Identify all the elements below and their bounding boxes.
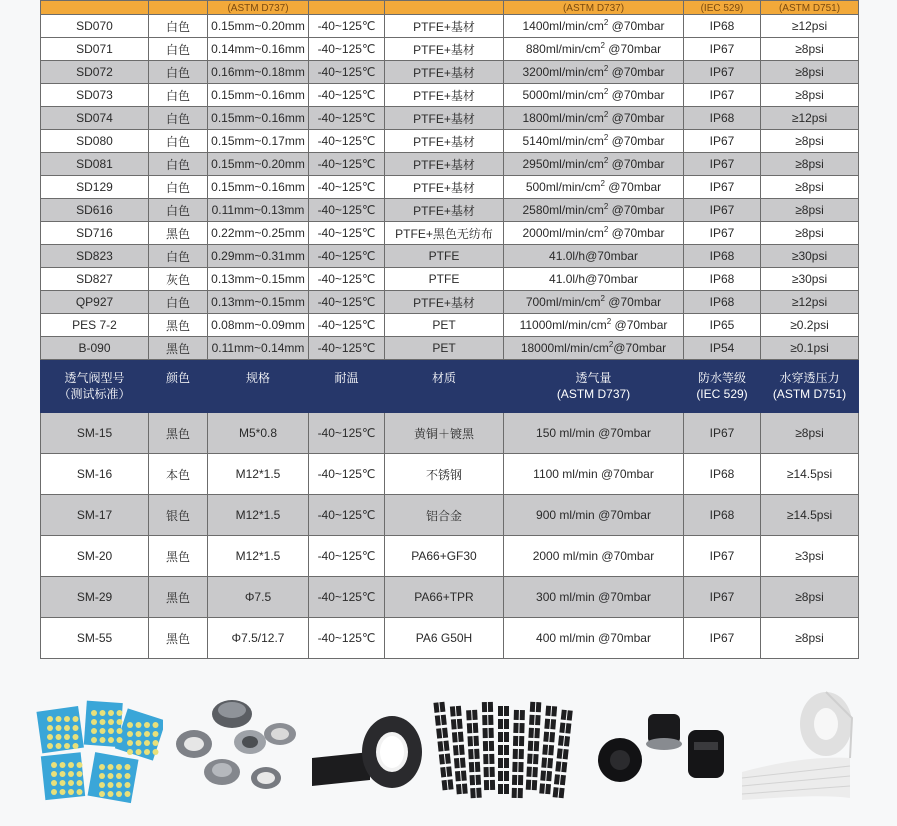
ip-rating-cell: IP54 xyxy=(684,337,761,360)
airflow-cell xyxy=(504,15,684,38)
top-header-cell xyxy=(149,1,208,15)
color-cell: 黑色 xyxy=(149,577,208,618)
airflow-cell xyxy=(504,84,684,107)
ip-rating-cell: IP67 xyxy=(684,199,761,222)
spec-row xyxy=(41,337,859,360)
superscript-mark: 2 xyxy=(603,202,609,211)
header-material-label: 材质 xyxy=(431,371,456,385)
ip-rating-cell: IP68 xyxy=(684,15,761,38)
material-cell: 黄铜＋镀黑 xyxy=(385,413,504,454)
spec-cell: Φ7.5/12.7 xyxy=(208,618,309,659)
airflow-cell xyxy=(504,38,684,61)
spec-row xyxy=(41,107,859,130)
material-cell: PET xyxy=(385,314,504,337)
ip-rating-cell: IP67 xyxy=(684,84,761,107)
black-vent-strips-image xyxy=(432,696,582,808)
color-cell: 黑色 xyxy=(149,337,208,360)
valve-row xyxy=(41,495,859,536)
material-cell: PTFE+基材 xyxy=(385,84,504,107)
superscript-mark: 2 xyxy=(608,340,614,349)
product-photo-strip xyxy=(0,680,897,820)
header-spec-label: 规格 xyxy=(245,371,270,385)
spec-cell: 0.08mm~0.09mm xyxy=(208,314,309,337)
pressure-cell: ≥12psi xyxy=(761,15,859,38)
airflow-value: 2000ml/min/cm xyxy=(522,226,604,240)
top-header-cell: (ASTM D751) xyxy=(761,1,859,15)
top-header-cell xyxy=(309,1,385,15)
orange-header-row xyxy=(41,1,859,15)
color-cell: 白色 xyxy=(149,176,208,199)
adhesive-vent-sheets-image xyxy=(35,698,163,808)
spec-row xyxy=(41,199,859,222)
spec-cell: 0.15mm~0.16mm xyxy=(208,107,309,130)
airflow-condition: @70mbar xyxy=(604,180,662,194)
color-cell: 白色 xyxy=(149,38,208,61)
material-cell: PET xyxy=(385,337,504,360)
material-cell: 铝合金 xyxy=(385,495,504,536)
model-cell: SD080 xyxy=(41,130,149,153)
airflow-cell: 1100 ml/min @70mbar xyxy=(504,454,684,495)
superscript-mark: 2 xyxy=(603,156,609,165)
color-cell: 白色 xyxy=(149,130,208,153)
airflow-condition: @70mbar xyxy=(608,226,665,240)
top-header-cell xyxy=(385,1,504,15)
spec-cell: 0.15mm~0.17mm xyxy=(208,130,309,153)
color-cell: 银色 xyxy=(149,495,208,536)
model-cell: SM-16 xyxy=(41,454,149,495)
color-cell: 黑色 xyxy=(149,314,208,337)
header-ip xyxy=(684,360,761,413)
header-color-label: 颜色 xyxy=(165,371,190,385)
spec-row xyxy=(41,61,859,84)
metal-vent-plugs-image xyxy=(170,692,300,802)
spec-cell: Φ7.5 xyxy=(208,577,309,618)
airflow-value: 41.0l/h@70mbar xyxy=(549,249,638,263)
spec-cell: 0.14mm~0.16mm xyxy=(208,38,309,61)
material-cell: PA66+GF30 xyxy=(385,536,504,577)
material-cell: PTFE+黑色无纺布 xyxy=(385,222,504,245)
airflow-cell xyxy=(504,130,684,153)
spec-row xyxy=(41,15,859,38)
pressure-cell: ≥8psi xyxy=(761,176,859,199)
material-cell: PTFE+基材 xyxy=(385,176,504,199)
spec-row xyxy=(41,176,859,199)
pressure-cell: ≥12psi xyxy=(761,291,859,314)
black-tape-roll-image xyxy=(310,700,425,800)
header-pressure-label: 水穿透压力 xyxy=(779,371,840,385)
model-cell: SM-15 xyxy=(41,413,149,454)
color-cell: 黑色 xyxy=(149,536,208,577)
spec-cell: 0.15mm~0.16mm xyxy=(208,176,309,199)
airflow-cell xyxy=(504,268,684,291)
pressure-cell: ≥8psi xyxy=(761,413,859,454)
top-header-cell xyxy=(41,1,149,15)
spec-cell: 0.29mm~0.31mm xyxy=(208,245,309,268)
ip-rating-cell: IP67 xyxy=(684,38,761,61)
material-cell: PTFE+基材 xyxy=(385,199,504,222)
valve-header-row xyxy=(41,360,859,413)
spec-cell: M12*1.5 xyxy=(208,536,309,577)
temp-cell: -40~125℃ xyxy=(309,15,385,38)
airflow-cell xyxy=(504,222,684,245)
temp-cell: -40~125℃ xyxy=(309,577,385,618)
pressure-cell: ≥8psi xyxy=(761,199,859,222)
material-cell: PTFE xyxy=(385,245,504,268)
model-cell: B-090 xyxy=(41,337,149,360)
model-cell: SD081 xyxy=(41,153,149,176)
spec-table xyxy=(40,0,859,659)
pressure-cell: ≥8psi xyxy=(761,153,859,176)
ip-rating-cell: IP67 xyxy=(684,176,761,199)
airflow-cell xyxy=(504,107,684,130)
airflow-value: 5140ml/min/cm xyxy=(522,134,604,148)
pressure-cell: ≥14.5psi xyxy=(761,454,859,495)
model-cell: SD072 xyxy=(41,61,149,84)
ip-rating-cell: IP68 xyxy=(684,268,761,291)
pressure-cell: ≥8psi xyxy=(761,130,859,153)
material-cell: PTFE+基材 xyxy=(385,15,504,38)
pressure-cell: ≥30psi xyxy=(761,268,859,291)
airflow-cell xyxy=(504,245,684,268)
spec-cell: 0.13mm~0.15mm xyxy=(208,268,309,291)
top-header-cell: (ASTM D737) xyxy=(504,1,684,15)
pressure-cell: ≥0.2psi xyxy=(761,314,859,337)
material-cell: PTFE+基材 xyxy=(385,130,504,153)
material-cell: PTFE+基材 xyxy=(385,61,504,84)
temp-cell: -40~125℃ xyxy=(309,107,385,130)
spec-row xyxy=(41,84,859,107)
spec-cell: 0.15mm~0.20mm xyxy=(208,153,309,176)
airflow-cell: 900 ml/min @70mbar xyxy=(504,495,684,536)
model-cell: SD074 xyxy=(41,107,149,130)
temp-cell: -40~125℃ xyxy=(309,199,385,222)
temp-cell: -40~125℃ xyxy=(309,245,385,268)
superscript-mark: 2 xyxy=(600,179,605,188)
model-cell: SD070 xyxy=(41,15,149,38)
color-cell: 白色 xyxy=(149,199,208,222)
model-cell: SD071 xyxy=(41,38,149,61)
material-cell: PTFE+基材 xyxy=(385,107,504,130)
spec-cell: 0.16mm~0.18mm xyxy=(208,61,309,84)
header-pressure xyxy=(761,360,859,413)
temp-cell: -40~125℃ xyxy=(309,176,385,199)
material-cell: PTFE+基材 xyxy=(385,291,504,314)
header-spec xyxy=(208,360,309,413)
model-cell: SD616 xyxy=(41,199,149,222)
spec-cell: 0.11mm~0.14mm xyxy=(208,337,309,360)
model-cell: SD827 xyxy=(41,268,149,291)
top-header-cell: (ASTM D737) xyxy=(208,1,309,15)
ip-rating-cell: IP67 xyxy=(684,618,761,659)
airflow-value: 11000ml/min/cm xyxy=(519,318,607,332)
airflow-condition: @70mbar xyxy=(608,111,665,125)
color-cell: 白色 xyxy=(149,153,208,176)
ip-rating-cell: IP67 xyxy=(684,61,761,84)
spec-row xyxy=(41,291,859,314)
temp-cell: -40~125℃ xyxy=(309,536,385,577)
material-cell: PA66+TPR xyxy=(385,577,504,618)
header-model-label: 透气阀型号 xyxy=(64,371,125,385)
spec-row xyxy=(41,222,859,245)
pressure-cell: ≥14.5psi xyxy=(761,495,859,536)
ip-rating-cell: IP68 xyxy=(684,454,761,495)
pressure-cell: ≥30psi xyxy=(761,245,859,268)
spec-cell: M5*0.8 xyxy=(208,413,309,454)
color-cell: 白色 xyxy=(149,15,208,38)
airflow-value: 3200ml/min/cm xyxy=(522,65,604,79)
airflow-condition: @70mbar xyxy=(608,19,665,33)
airflow-condition: @70mbar xyxy=(608,88,665,102)
airflow-cell xyxy=(504,61,684,84)
airflow-condition: @70mbar xyxy=(613,341,667,355)
spec-row xyxy=(41,314,859,337)
material-cell: PTFE+基材 xyxy=(385,38,504,61)
pressure-cell: ≥8psi xyxy=(761,618,859,659)
model-cell: SD129 xyxy=(41,176,149,199)
ip-rating-cell: IP67 xyxy=(684,413,761,454)
color-cell: 灰色 xyxy=(149,268,208,291)
model-cell: SD823 xyxy=(41,245,149,268)
airflow-condition: @70mbar xyxy=(608,203,665,217)
model-cell: QP927 xyxy=(41,291,149,314)
airflow-value: 18000ml/min/cm xyxy=(520,341,609,355)
airflow-condition: @70mbar xyxy=(604,295,662,309)
temp-cell: -40~125℃ xyxy=(309,222,385,245)
airflow-cell xyxy=(504,314,684,337)
temp-cell: -40~125℃ xyxy=(309,337,385,360)
superscript-mark: 2 xyxy=(603,64,609,73)
airflow-value: 1400ml/min/cm xyxy=(522,19,604,33)
spec-row xyxy=(41,245,859,268)
black-plastic-vent-caps-image xyxy=(596,708,731,798)
header-temp-label: 耐温 xyxy=(334,371,359,385)
header-temp xyxy=(309,360,385,413)
spec-row xyxy=(41,38,859,61)
header-airflow-standard: (ASTM D737) xyxy=(556,387,631,401)
model-cell: SM-29 xyxy=(41,577,149,618)
superscript-mark: 2 xyxy=(600,41,605,50)
top-header-cell: (IEC 529) xyxy=(684,1,761,15)
temp-cell: -40~125℃ xyxy=(309,130,385,153)
color-cell: 白色 xyxy=(149,107,208,130)
airflow-condition: @70mbar xyxy=(608,134,665,148)
superscript-mark: 2 xyxy=(606,317,612,326)
airflow-cell xyxy=(504,153,684,176)
ip-rating-cell: IP67 xyxy=(684,536,761,577)
spec-cell: 0.13mm~0.15mm xyxy=(208,291,309,314)
temp-cell: -40~125℃ xyxy=(309,153,385,176)
spec-cell: 0.15mm~0.16mm xyxy=(208,84,309,107)
airflow-condition: @70mbar xyxy=(608,65,665,79)
spec-row xyxy=(41,130,859,153)
valve-row xyxy=(41,577,859,618)
temp-cell: -40~125℃ xyxy=(309,618,385,659)
ip-rating-cell: IP67 xyxy=(684,130,761,153)
superscript-mark: 2 xyxy=(603,133,609,142)
valve-row xyxy=(41,413,859,454)
material-cell: 不锈钢 xyxy=(385,454,504,495)
model-cell: PES 7-2 xyxy=(41,314,149,337)
ip-rating-cell: IP68 xyxy=(684,245,761,268)
color-cell: 白色 xyxy=(149,291,208,314)
superscript-mark: 2 xyxy=(600,294,605,303)
airflow-cell xyxy=(504,291,684,314)
temp-cell: -40~125℃ xyxy=(309,84,385,107)
airflow-cell: 2000 ml/min @70mbar xyxy=(504,536,684,577)
ip-rating-cell: IP68 xyxy=(684,495,761,536)
model-cell: SD073 xyxy=(41,84,149,107)
superscript-mark: 2 xyxy=(603,110,609,119)
color-cell: 黑色 xyxy=(149,222,208,245)
temp-cell: -40~125℃ xyxy=(309,61,385,84)
model-cell: SM-55 xyxy=(41,618,149,659)
pressure-cell: ≥8psi xyxy=(761,577,859,618)
pressure-cell: ≥12psi xyxy=(761,107,859,130)
airflow-value: 1800ml/min/cm xyxy=(522,111,604,125)
color-cell: 白色 xyxy=(149,61,208,84)
material-cell: PTFE xyxy=(385,268,504,291)
header-model-standard: （测试标准） xyxy=(58,387,131,401)
ip-rating-cell: IP65 xyxy=(684,314,761,337)
airflow-cell: 400 ml/min @70mbar xyxy=(504,618,684,659)
pressure-cell: ≥3psi xyxy=(761,536,859,577)
airflow-value: 2580ml/min/cm xyxy=(522,203,604,217)
airflow-value: 880ml/min/cm xyxy=(525,42,601,56)
color-cell: 白色 xyxy=(149,245,208,268)
header-ip-label: 防水等级 xyxy=(697,371,746,385)
pressure-cell: ≥8psi xyxy=(761,84,859,107)
spec-cell: 0.11mm~0.13mm xyxy=(208,199,309,222)
valve-row xyxy=(41,454,859,495)
spec-cell: 0.15mm~0.20mm xyxy=(208,15,309,38)
spec-row xyxy=(41,153,859,176)
ip-rating-cell: IP67 xyxy=(684,153,761,176)
color-cell: 黑色 xyxy=(149,618,208,659)
color-cell: 黑色 xyxy=(149,413,208,454)
airflow-cell: 150 ml/min @70mbar xyxy=(504,413,684,454)
pressure-cell: ≥8psi xyxy=(761,222,859,245)
airflow-value: 500ml/min/cm xyxy=(525,180,601,194)
superscript-mark: 2 xyxy=(603,18,609,27)
temp-cell: -40~125℃ xyxy=(309,314,385,337)
superscript-mark: 2 xyxy=(603,87,609,96)
valve-row xyxy=(41,536,859,577)
model-cell: SM-20 xyxy=(41,536,149,577)
header-model xyxy=(41,360,149,413)
airflow-cell xyxy=(504,176,684,199)
airflow-cell xyxy=(504,337,684,360)
airflow-condition: @70mbar xyxy=(604,42,662,56)
material-cell: PA6 G50H xyxy=(385,618,504,659)
pressure-cell: ≥8psi xyxy=(761,38,859,61)
header-material xyxy=(385,360,504,413)
temp-cell: -40~125℃ xyxy=(309,454,385,495)
valve-row xyxy=(41,618,859,659)
header-ip-standard: (IEC 529) xyxy=(696,387,748,401)
airflow-condition: @70mbar xyxy=(608,157,665,171)
temp-cell: -40~125℃ xyxy=(309,268,385,291)
airflow-value: 700ml/min/cm xyxy=(525,295,601,309)
ip-rating-cell: IP67 xyxy=(684,577,761,618)
model-cell: SM-17 xyxy=(41,495,149,536)
airflow-value: 41.0l/h@70mbar xyxy=(549,272,638,286)
airflow-condition: @70mbar xyxy=(611,318,668,332)
airflow-cell xyxy=(504,199,684,222)
superscript-mark: 2 xyxy=(603,225,609,234)
material-cell: PTFE+基材 xyxy=(385,153,504,176)
model-cell: SD716 xyxy=(41,222,149,245)
spec-row xyxy=(41,268,859,291)
color-cell: 白色 xyxy=(149,84,208,107)
temp-cell: -40~125℃ xyxy=(309,38,385,61)
airflow-cell: 300 ml/min @70mbar xyxy=(504,577,684,618)
pressure-cell: ≥8psi xyxy=(761,61,859,84)
color-cell: 本色 xyxy=(149,454,208,495)
white-membrane-roll-image xyxy=(738,688,860,806)
header-pressure-standard: (ASTM D751) xyxy=(772,387,847,401)
temp-cell: -40~125℃ xyxy=(309,495,385,536)
spec-cell: M12*1.5 xyxy=(208,454,309,495)
header-airflow-label: 透气量 xyxy=(575,371,612,385)
spec-cell: M12*1.5 xyxy=(208,495,309,536)
ip-rating-cell: IP68 xyxy=(684,291,761,314)
airflow-value: 5000ml/min/cm xyxy=(522,88,604,102)
spec-cell: 0.22mm~0.25mm xyxy=(208,222,309,245)
header-color xyxy=(149,360,208,413)
pressure-cell: ≥0.1psi xyxy=(761,337,859,360)
temp-cell: -40~125℃ xyxy=(309,291,385,314)
temp-cell: -40~125℃ xyxy=(309,413,385,454)
airflow-value: 2950ml/min/cm xyxy=(522,157,604,171)
ip-rating-cell: IP67 xyxy=(684,222,761,245)
ip-rating-cell: IP68 xyxy=(684,107,761,130)
header-airflow xyxy=(504,360,684,413)
